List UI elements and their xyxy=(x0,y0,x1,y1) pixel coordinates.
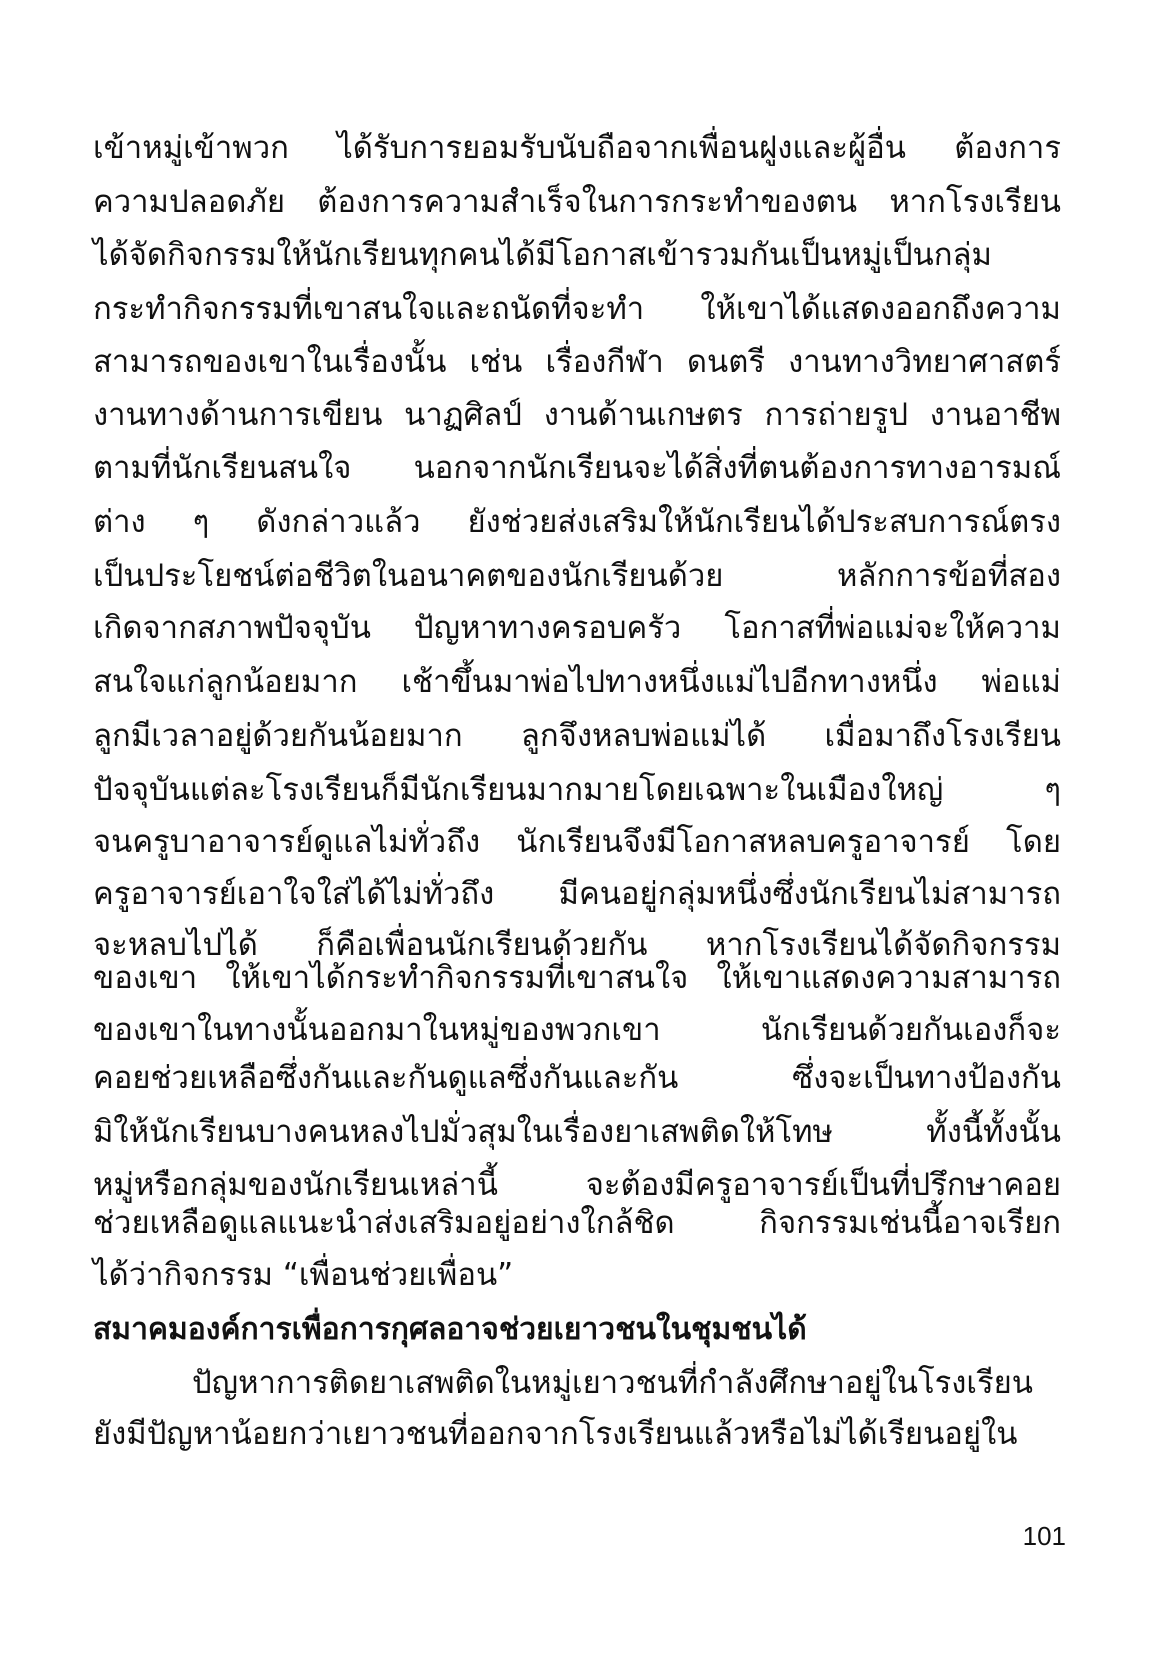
text-line: กระทำกิจกรรมที่เขาสนใจและถนัดที่จะทำ ให้เขาได้แสดงออกถึงความ xyxy=(93,291,1061,327)
text-line: ยังมีปัญหาน้อยกว่าเยาวชนที่ออกจากโรงเรียนแล้วหรือไม่ได้เรียนอยู่ใน xyxy=(93,1416,1018,1452)
text-line: ช่วยเหลือดูแลแนะนำส่งเสริมอยู่อย่างใกล้ชิด กิจกรรมเช่นนี้อาจเรียก xyxy=(93,1205,1061,1241)
page-number: 101 xyxy=(1022,1521,1066,1551)
text-line: ของเขา ให้เขาได้กระทำกิจกรรมที่เขาสนใจ ให้เขาแสดงความสามารถ xyxy=(93,960,1061,996)
text-line: ครูอาจารย์เอาใจใส่ได้ไม่ทั่วถึง มีคนอยู่กลุ่มหนึ่งซึ่งนักเรียนไม่สามารถ xyxy=(93,876,1061,912)
text-line: ลูกมีเวลาอยู่ด้วยกันน้อยมาก ลูกจึงหลบพ่อแม่ได้ เมื่อมาถึงโรงเรียน xyxy=(93,718,1061,754)
text-line: มิให้นักเรียนบางคนหลงไปมั่วสุมในเรื่องยาเสพติดให้โทษ ทั้งนี้ทั้งนั้น xyxy=(93,1114,1061,1150)
text-line: ปัญหาการติดยาเสพติดในหมู่เยาวชนที่กำลังศึกษาอยู่ในโรงเรียน xyxy=(192,1365,1033,1401)
text-line: ได้ว่ากิจกรรม “เพื่อนช่วยเพื่อน” xyxy=(93,1257,514,1293)
text-line: ตามที่นักเรียนสนใจ นอกจากนักเรียนจะได้สิ่งที่ตนต้องการทางอารมณ์ xyxy=(93,450,1061,486)
section-heading: สมาคมองค์การเพื่อการกุศลอาจช่วยเยาวชนในชุมชนได้ xyxy=(93,1312,807,1347)
text-line: ต่าง ๆ ดังกล่าวแล้ว ยังช่วยส่งเสริมให้นักเรียนได้ประสบการณ์ตรง xyxy=(93,504,1061,540)
text-line: จะหลบไปได้ ก็คือเพื่อนนักเรียนด้วยกัน หากโรงเรียนได้จัดกิจกรรม xyxy=(93,927,1061,963)
text-line: จนครูบาอาจารย์ดูแลไม่ทั่วถึง นักเรียนจึงมีโอกาสหลบครูอาจารย์ โดย xyxy=(93,824,1061,860)
text-line: หมู่หรือกลุ่มของนักเรียนเหล่านี้ จะต้องมีครูอาจารย์เป็นที่ปรึกษาคอย xyxy=(93,1167,1061,1203)
text-line: สนใจแก่ลูกน้อยมาก เช้าขึ้นมาพ่อไปทางหนึ่งแม่ไปอีกทางหนึ่ง พ่อแม่ xyxy=(93,664,1061,700)
text-line: งานทางด้านการเขียน นาฏศิลป์ งานด้านเกษตร การถ่ายรูป งานอาชีพ xyxy=(93,397,1061,433)
text-line: ได้จัดกิจกรรมให้นักเรียนทุกคนได้มีโอกาสเข้ารวมกันเป็นหมู่เป็นกลุ่ม xyxy=(93,237,992,273)
text-line: ปัจจุบันแต่ละโรงเรียนก็มีนักเรียนมากมายโดยเฉพาะในเมืองใหญ่ ๆ xyxy=(93,772,1061,808)
text-line: ของเขาในทางนั้นออกมาในหมู่ของพวกเขา นักเรียนด้วยกันเองก็จะ xyxy=(93,1012,1061,1048)
text-line: เป็นประโยชน์ต่อชีวิตในอนาคตของนักเรียนด้วย หลักการข้อที่สอง xyxy=(93,558,1061,594)
text-line: เข้าหมู่เข้าพวก ได้รับการยอมรับนับถือจากเพื่อนฝูงและผู้อื่น ต้องการ xyxy=(93,130,1061,166)
text-line: ความปลอดภัย ต้องการความสำเร็จในการกระทำของตน หากโรงเรียน xyxy=(93,184,1061,220)
text-line: สามารถของเขาในเรื่องนั้น เช่น เรื่องกีฬา ดนตรี งานทางวิทยาศาสตร์ xyxy=(93,344,1061,380)
text-line: คอยช่วยเหลือซึ่งกันและกันดูแลซึ่งกันและกัน ซึ่งจะเป็นทางป้องกัน xyxy=(93,1060,1061,1096)
text-line: เกิดจากสภาพปัจจุบัน ปัญหาทางครอบครัว โอกาสที่พ่อแม่จะให้ความ xyxy=(93,610,1061,646)
